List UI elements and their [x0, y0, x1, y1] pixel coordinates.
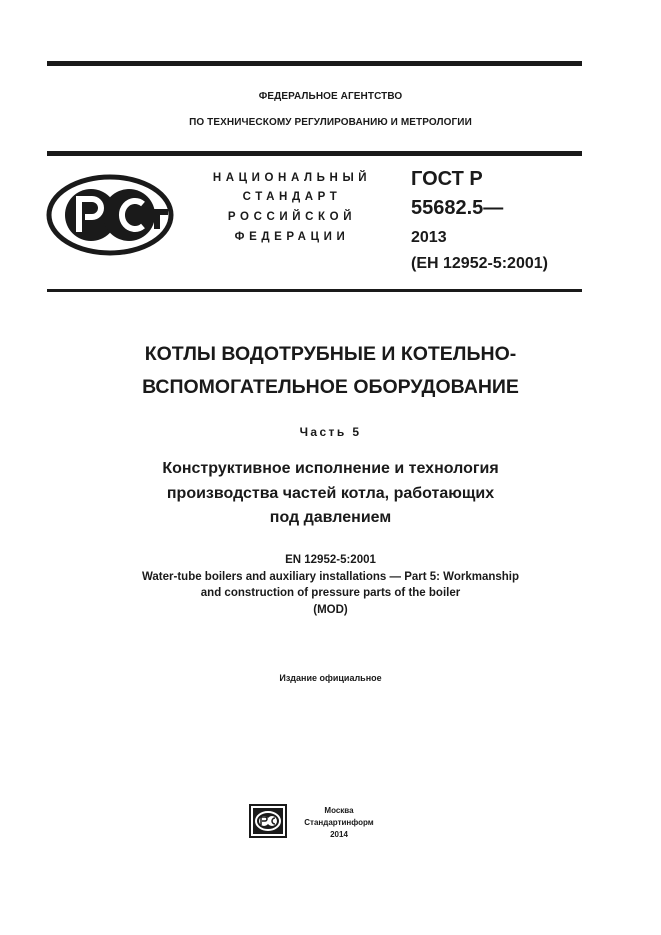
header-bottom-rule — [47, 289, 582, 292]
document-title-line-1: КОТЛЫ ВОДОТРУБНЫЕ И КОТЕЛЬНО- — [144, 343, 517, 365]
standard-type-line-3: РОССИЙСКОЙ — [227, 211, 357, 223]
document-title-line-2: ВСПОМОГАТЕЛЬНОЕ ОБОРУДОВАНИЕ — [142, 376, 519, 398]
subtitle-line-3: под давлением — [269, 509, 392, 526]
en-title-line-2: and construction of pressure parts of the boiler — [200, 587, 461, 599]
designation-line-1: ГОСТ Р — [411, 168, 483, 190]
en-modification: (MOD) — [313, 604, 348, 616]
standard-type-line-2: СТАНДАРТ — [242, 191, 342, 203]
standard-type-line-1: НАЦИОНАЛЬНЫЙ — [212, 172, 372, 184]
agency-line-2: ПО ТЕХНИЧЕСКОМУ РЕГУЛИРОВАНИЮ И МЕТРОЛОГИИ — [189, 117, 472, 128]
designation-line-4: (ЕН 12952-5:2001) — [411, 255, 548, 272]
en-title-line-1: Water-tube boilers and auxiliary installations — Part 5: Workmanship — [141, 571, 520, 583]
publisher-city: Москва — [324, 806, 354, 815]
subtitle-line-2: производства частей котла, работающих — [166, 485, 495, 502]
part-number: Часть 5 — [299, 425, 362, 439]
standard-type-line-4: ФЕДЕРАЦИИ — [234, 231, 350, 243]
publisher-year: 2014 — [330, 830, 348, 839]
publisher-name: Стандартинформ — [304, 818, 374, 827]
subtitle-line-1: Конструктивное исполнение и технология — [162, 460, 499, 477]
en-standard-code: EN 12952-5:2001 — [285, 554, 376, 566]
designation-line-2: 55682.5— — [411, 197, 504, 219]
designation-line-3: 2013 — [411, 229, 447, 246]
gost-r-logo-icon — [46, 174, 174, 256]
top-rule — [47, 61, 582, 66]
agency-line-1: ФЕДЕРАЛЬНОЕ АГЕНТСТВО — [258, 91, 403, 102]
standartinform-logo-icon — [249, 804, 287, 838]
header-rule — [47, 151, 582, 156]
edition-label: Издание официальное — [279, 673, 382, 683]
